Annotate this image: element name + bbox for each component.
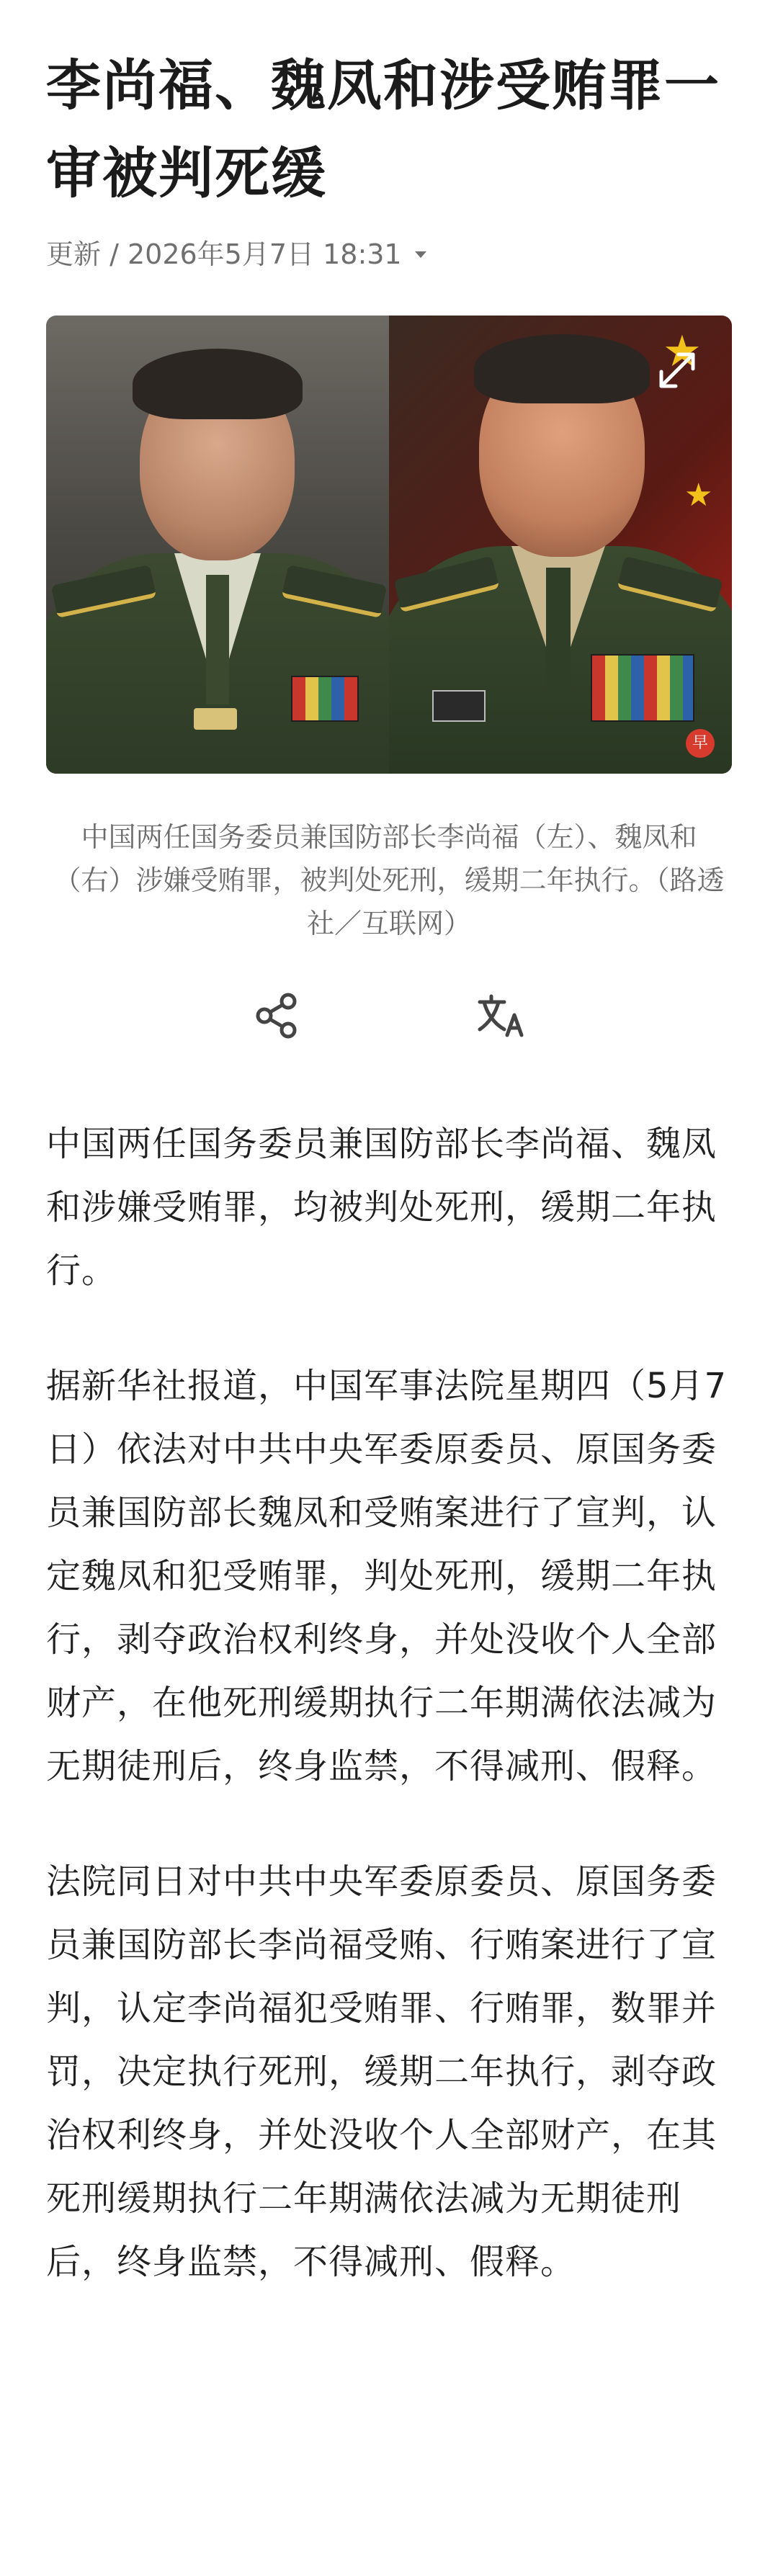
article-body xyxy=(46,1112,732,2294)
expand-icon[interactable] xyxy=(651,344,703,396)
photo-right-portrait: ★ ★ xyxy=(389,316,732,774)
translate-icon xyxy=(475,992,526,1039)
watermark-icon: 早 xyxy=(686,729,715,758)
article-paragraph: 法院同日对中共中央军委原委员、原国务委员兼国防部长李尚福受贿、行贿案进行了宣判，认定李尚福犯受贿罪、行贿罪，数罪并罚，决定执行死刑，缓期二年执行，剥夺政治权利终身，并处没收个人全部财产，在其死刑缓期执行二年期满依法减为无期徒刑后，终身监禁，不得减刑、假释。 xyxy=(46,1861,717,2282)
article-title: 李尚福、魏凤和涉受贿罪一审被判死缓 xyxy=(46,53,720,205)
action-bar xyxy=(46,987,732,1045)
chevron-down-icon[interactable] xyxy=(415,251,426,258)
article-meta[interactable] xyxy=(46,236,732,272)
updated-timestamp: 更新 / 2026年5月7日 18:31 xyxy=(46,238,402,270)
photo-left-portrait xyxy=(46,316,389,774)
share-button[interactable] xyxy=(249,987,306,1045)
photo-caption: 中国两任国务委员兼国防部长李尚福（左）、魏凤和（右）涉嫌受贿罪，被判处死刑，缓期二年执行。（路透社／互联网） xyxy=(53,821,725,939)
article-paragraph: 据新华社报道，中国军事法院星期四（5月7日）依法对中共中央军委原委员、原国务委员兼国防部长魏凤和受贿案进行了宣判，认定魏凤和犯受贿罪，判处死刑，缓期二年执行，剥夺政治权利终身，并处没收个人全部财产，在他死刑缓期执行二年期满依法减为无期徒刑后，终身监禁，不得减刑、假释。 xyxy=(46,1366,728,1786)
article-paragraph: 中国两任国务委员兼国防部长李尚福、魏凤和涉嫌受贿罪，均被判处死刑，缓期二年执行。 xyxy=(46,1124,717,1291)
share-icon xyxy=(254,992,301,1039)
article-photo[interactable] xyxy=(46,316,732,774)
translate-button[interactable] xyxy=(472,987,529,1045)
